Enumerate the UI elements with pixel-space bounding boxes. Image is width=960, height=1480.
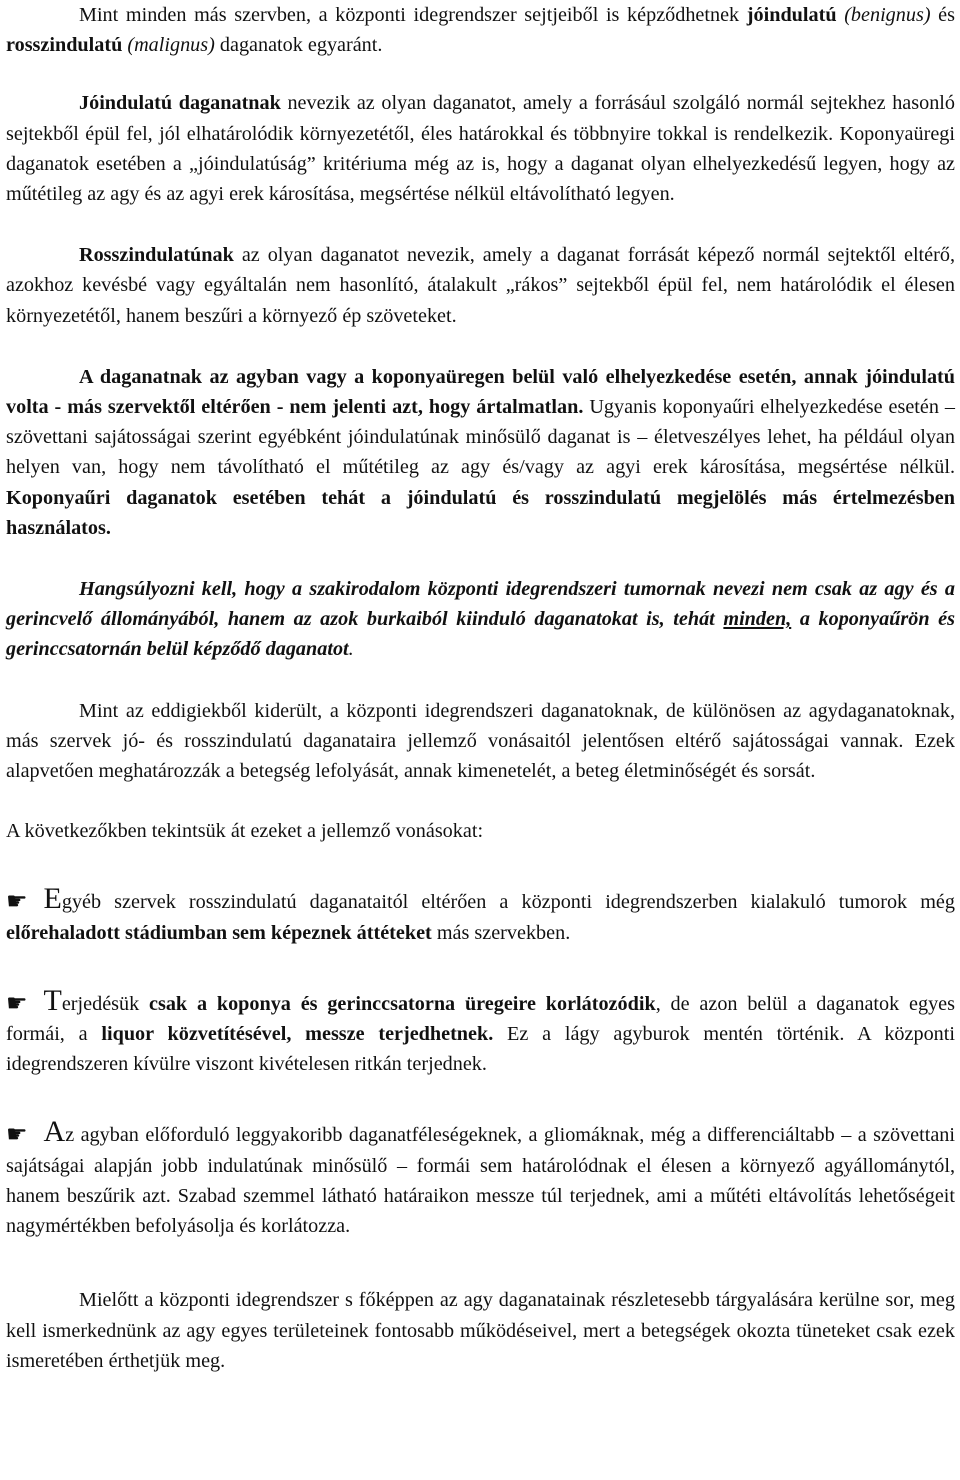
bold-term: Rosszindulatúnak xyxy=(79,244,234,267)
bullet-item-spread xyxy=(6,983,955,1080)
text-run: Mielőtt a központi idegrendszer s főképpen az agy daganatainak részletesebb tárgyalására kerülne sor, meg kell ismerkednünk az agy egyes területeinek fontosabb működéseivel, mert a betegségek okozta tüneteket csak ezek ismeretében érthetjük meg. xyxy=(6,1289,955,1372)
pointing-hand-icon: ☛ xyxy=(6,1120,28,1149)
text-run: más szervekben. xyxy=(431,921,571,944)
latin-term-benignus: (benignus) xyxy=(836,4,931,26)
paragraph-closing xyxy=(6,1285,955,1376)
bold-term-malignant: rosszindulatú xyxy=(6,34,123,57)
text-run: Ez a lágy agyburok mentén történik. A központi idegrendszeren kívülre viszont kivételesen ritkán terjednek. xyxy=(6,1023,955,1076)
text-run: Mint minden más szervben, a központi idegrendszer sejtjeiből is képződhetnek xyxy=(79,4,747,26)
text-run: Ugyanis koponyaűri elhelyezkedése esetén – szövettani sajátosságai szerint egyébként jóindulatúnak minősülő daganat is – életveszélyes lehet, ha például olyan helyen van, hogy nem távolítható el műtétileg az agy és/vagy az agyi erek károsítása, megsértése nélkül. xyxy=(6,396,955,479)
paragraph-benign-definition xyxy=(6,88,955,209)
underlined-word: minden, xyxy=(723,608,792,631)
bullet-item-metastasis xyxy=(6,884,955,947)
bold-term: Jóindulatú daganatnak xyxy=(79,92,281,115)
bold-text: előrehaladott stádiumban sem képeznek áttéteket xyxy=(6,921,432,944)
text-run: A következőkben tekintsük át ezeket a jellemző vonásokat: xyxy=(6,820,484,843)
text-run: z agyban előforduló leggyakoribb daganatféleségeknek, a gliomáknak, még a differenciáltabb – a szövettani sajátságai alapján jobb indulatúnak minősülő – formái sem határolódnak el élesen a környező agyállománytól, hanem beszűrik azt. Szabad szemmel látható határaikon messze túl terjednek, ami a műtéti eltávolítás lehetőségeit nagymértékben befolyásolja és korlátozza. xyxy=(6,1124,955,1238)
bold-text: csak a koponya és gerinccsatorna üregeire korlátozódik xyxy=(149,992,656,1015)
bold-italic-text: Hangsúlyozni kell, hogy a szakirodalom központi idegrendszeri tumornak nevezi nem csak az agy és a gerincvelő állományából, hanem az azok burkaiból kiinduló daganatokat is, tehát xyxy=(6,578,955,631)
text-run: , de azon belül a daganatok egyes formái, a xyxy=(6,992,955,1046)
paragraph-malignant-definition xyxy=(6,240,955,331)
latin-term-malignus: (malignus) xyxy=(122,34,215,57)
bold-italic-text: a koponyaűrön és gerinccsatornán belül képződő daganatot xyxy=(6,608,955,661)
bold-statement: A daganatnak az agyban vagy a koponyaüregen belül való elhelyezkedése esetén, annak jóindulatú volta - más szervektől eltérően - nem jelenti azt, hogy ártalmatlan. xyxy=(6,365,955,419)
pointing-hand-icon: ☛ xyxy=(6,988,28,1017)
text-run: nevezik az olyan daganatot, amely a forrásául szolgáló normál sejtekhez hasonló sejtekből épül fel, jól elhatárolódik környezetétől, éles határokkal és többnyire tokkal is rendelkezik. Koponyaüregi daganatok esetében a „jóindulatúság” kritériuma még az is, hogy a daganat olyan elhelyezkedésű legyen, hogy az műtétileg az agy és az agyi erek károsítása, megsértése nélkül eltávolítható legyen. xyxy=(6,92,955,206)
text-run: Mint az eddigiekből kiderült, a központi idegrendszeri daganatoknak, de különösen az agydaganatoknak, más szervek jó- és rosszindulatú daganataira jellemző vonásaitól jelentősen eltérő sajátosságai vannak. Ezek alapvetően meghatározzák a betegség lefolyását, annak kimenetelét, a beteg életminőségét és sorsát. xyxy=(6,699,955,783)
paragraph-summary xyxy=(6,696,955,787)
text-run: . xyxy=(348,638,354,661)
bold-text: liquor közvetítésével, messze terjedhetnek. xyxy=(101,1023,494,1046)
paragraph-intro xyxy=(6,0,955,60)
paragraph-emphasis xyxy=(6,574,955,665)
bold-term-benign: jóindulatú xyxy=(746,4,837,26)
drop-cap: A xyxy=(43,1115,66,1149)
bullet-item-glioma xyxy=(6,1117,955,1241)
paragraph-list-intro xyxy=(6,816,955,846)
text-run: gyéb szervek rosszindulatú daganataitól eltérően a központi idegrendszerben kialakuló tumorok még xyxy=(61,891,955,914)
text-run: az olyan daganatot nevezik, amely a daganat forrását képező normál sejtektől eltérő, azokhoz kevésbé vagy egyáltalán nem hasonlító, átalakult „rákos” sejtekből épül fel, nem határolódik el élesen környezetétől, hanem beszűri a környező ép szöveteket. xyxy=(6,244,955,327)
drop-cap: T xyxy=(43,983,62,1017)
text-run: erjedésük xyxy=(61,992,149,1015)
drop-cap: E xyxy=(43,882,62,916)
bold-statement: Koponyaűri daganatok esetében tehát a jóindulatú és rosszindulatú megjelölés más értelmezésben használatos. xyxy=(6,486,955,539)
pointing-hand-icon: ☛ xyxy=(6,887,28,916)
paragraph-location xyxy=(6,362,955,543)
text-run: és xyxy=(930,4,955,26)
text-run: daganatok egyaránt. xyxy=(214,34,383,57)
